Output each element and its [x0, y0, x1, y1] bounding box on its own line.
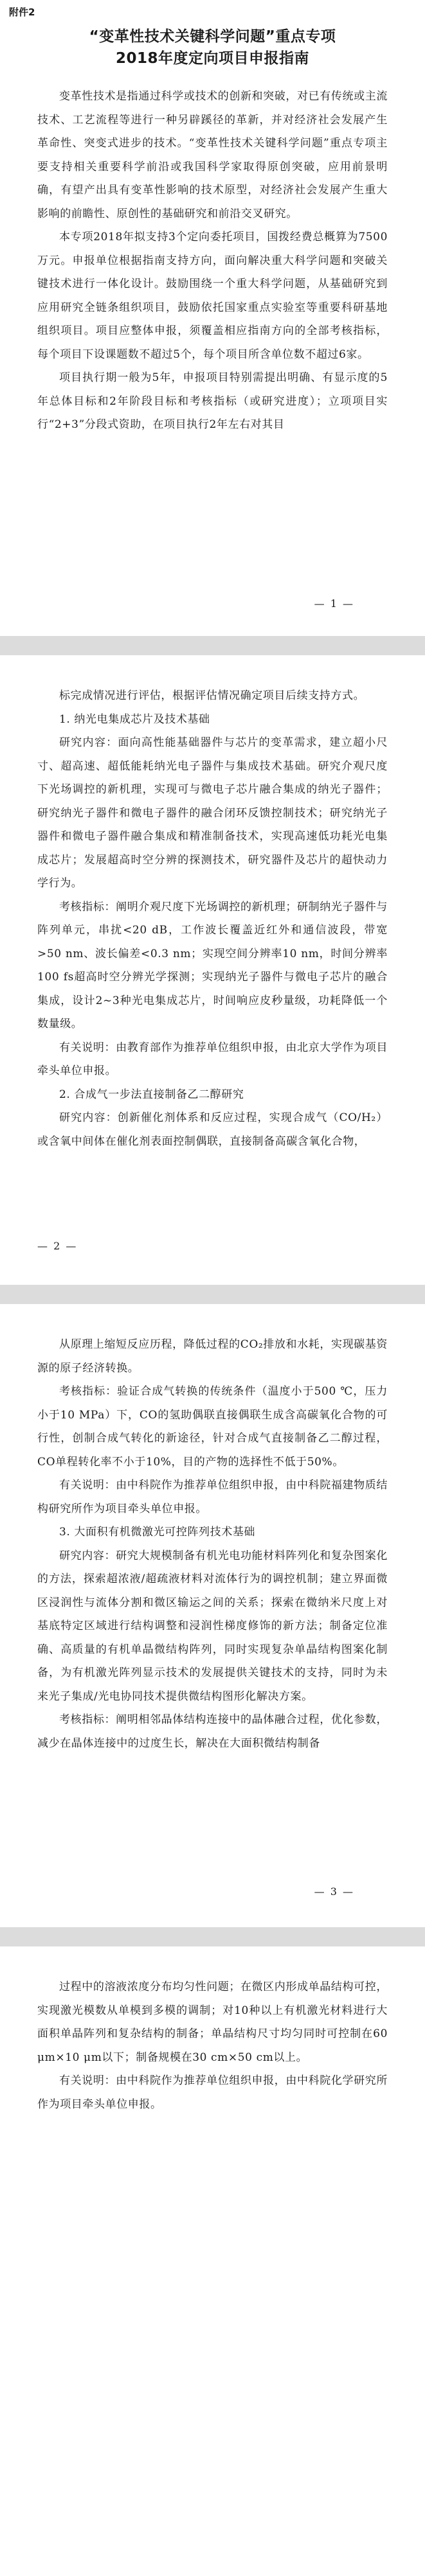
paragraph: 考核指标：阐明介观尺度下光场调控的新机理；研制纳光子器件与阵列单元，串扰<20 dB，工作波长覆盖近红外和通信波段，带宽>50 nm、波长偏差<0.3 nm；实现空间分辨率10 nm，时间分辨率100 fs超高时空分辨光学探测；实现纳光子器件与微电子芯片的融合集成，设计2~3种光电集成芯片，时间响应皮秒量级，功耗降低一个数量级。	[37, 900, 388, 1030]
page-number: — 3 —	[314, 1885, 354, 1898]
paragraph: 过程中的溶液浓度分布均匀性问题；在微区内形成单晶结构可控，实现激光模数从单模到多模的调制；对10种以上有机激光材料进行大面积单晶阵列和复杂结构的制备；单晶结构尺寸均匀同时可控制在60 μm×10 μm以下；制备规模在30 cm×50 cm以上。	[37, 1981, 388, 2064]
paragraph: 本专项2018年拟支持3个定向委托项目，国拨经费总概算为7500万元。申报单位根据指南支持方向，面向解决重大科学问题和突破关键技术进行一体化设计。鼓励围绕一个重大科学问题，从基础研究到应用研究全链条组织项目，鼓励依托国家重点实验室等重要科研基地组织项目。项目应整体申报，须覆盖相应指南方向的全部考核指标，每个项目下设课题数不超过5个，每个项目所含单位数不超过6家。	[37, 231, 388, 361]
page-1	[0, 0, 425, 636]
section-heading: 3. 大面积有机微激光可控阵列技术基础	[59, 1526, 256, 1539]
paragraph: 考核指标：验证合成气转换的传统条件（温度小于500 ℃，压力小于10 MPa）下，CO的氢助偶联直接偶联生成含高碳氧化合物的可行性，创制合成气转化的新途径，针对合成气直接制备乙二醇过程，CO单程转化率不小于10%，目的产物的选择性不低于50%。	[37, 1385, 388, 1469]
paragraph: 从原理上缩短反应历程，降低过程的CO₂排放和水耗，实现碳基资源的原子经济转换。	[37, 1338, 388, 1375]
paragraph: 有关说明：由中科院作为推荐单位组织申报，由中科院福建物质结构研究所作为项目牵头单位申报。	[37, 1479, 388, 1515]
section-heading: 1. 纳光电集成芯片及技术基础	[59, 712, 210, 726]
page-number: — 1 —	[314, 597, 354, 610]
annex-label: 附件2	[9, 6, 35, 18]
page-2	[0, 655, 425, 1285]
paragraph: 项目执行期一般为5年，申报项目特别需提出明确、有显示度的5年总体目标和2年阶段目标和考核指标（或研究进度）；立项项目实行“2+3”分段式资助，在项目执行2年左右对其目	[37, 371, 388, 431]
paragraph: 研究内容：面向高性能基础器件与芯片的变革需求，建立超小尺寸、超高速、超低能耗纳光电子器件与集成技术基础。研究介观尺度下光场调控的新机理，实现可与微电子芯片融合集成的纳光子器件；研究纳光子器件和微电子器件的融合闭环反馈控制技术；研究纳光子器件和微电子器件融合集成和精准制备技术，实现高速低功耗光电集成芯片；发展超高时空分辨的探测技术，研究器件及芯片的超快动力学行为。	[37, 736, 388, 890]
paragraph: 考核指标：阐明相邻晶体结构连接中的晶体融合过程，优化参数，减少在晶体连接中的过度生长，解决在大面积微结构制备	[37, 1713, 388, 1750]
page-number: — 2 —	[37, 1240, 78, 1252]
page-3	[0, 1304, 425, 1927]
paragraph: 标完成情况进行评估，根据评估情况确定项目后续支持方式。	[59, 689, 365, 702]
paragraph: 研究内容：研究大规模制备有机光电功能材料阵列化和复杂图案化的方法，探索超浓液/超疏液材料对流体行为的调控机制；建立界面微区浸润性与流体分割和微区输运之间的关系；探索在微纳米尺度上对基底特定区域进行结构调整和浸润性梯度修饰的新方法；制备定位准确、高质量的有机单晶微结构阵列，同时实现复杂单晶结构图案化制备，为有机激光阵列显示技术的发展提供关键技术的支持，同时为未来光子集成/光电协同技术提供微结构图形化解决方案。	[37, 1549, 388, 1703]
document-title-line-2: 2018年度定向项目申报指南	[115, 50, 309, 67]
section-heading: 2. 合成气一步法直接制备乙二醇研究	[59, 1088, 244, 1101]
paragraph: 变革性技术是指通过科学或技术的创新和突破，对已有传统或主流技术、工艺流程等进行一种另辟蹊径的革新，并对经济社会发展产生革命性、突变式进步的技术。“变革性技术关键科学问题”重点专项主要支持相关重要科学前沿或我国科学家取得原创突破，应用前景明确，有望产出具有变革性影响的技术原型，对经济社会发展产生重大影响的前瞻性、原创性的基础研究和前沿交叉研究。	[37, 90, 388, 220]
paragraph: 研究内容：创新催化剂体系和反应过程，实现合成气（CO/H₂）或含氧中间体在催化剂表面控制偶联，直接制备高碳含氧化合物，	[37, 1111, 388, 1148]
paragraph: 有关说明：由中科院作为推荐单位组织申报，由中科院化学研究所作为项目牵头单位申报。	[37, 2074, 388, 2111]
document-title-line-1: “变革性技术关键科学问题”重点专项	[89, 28, 336, 45]
page-4	[0, 1946, 425, 2576]
paragraph: 有关说明：由教育部作为推荐单位组织申报，由北京大学作为项目牵头单位申报。	[37, 1041, 388, 1077]
